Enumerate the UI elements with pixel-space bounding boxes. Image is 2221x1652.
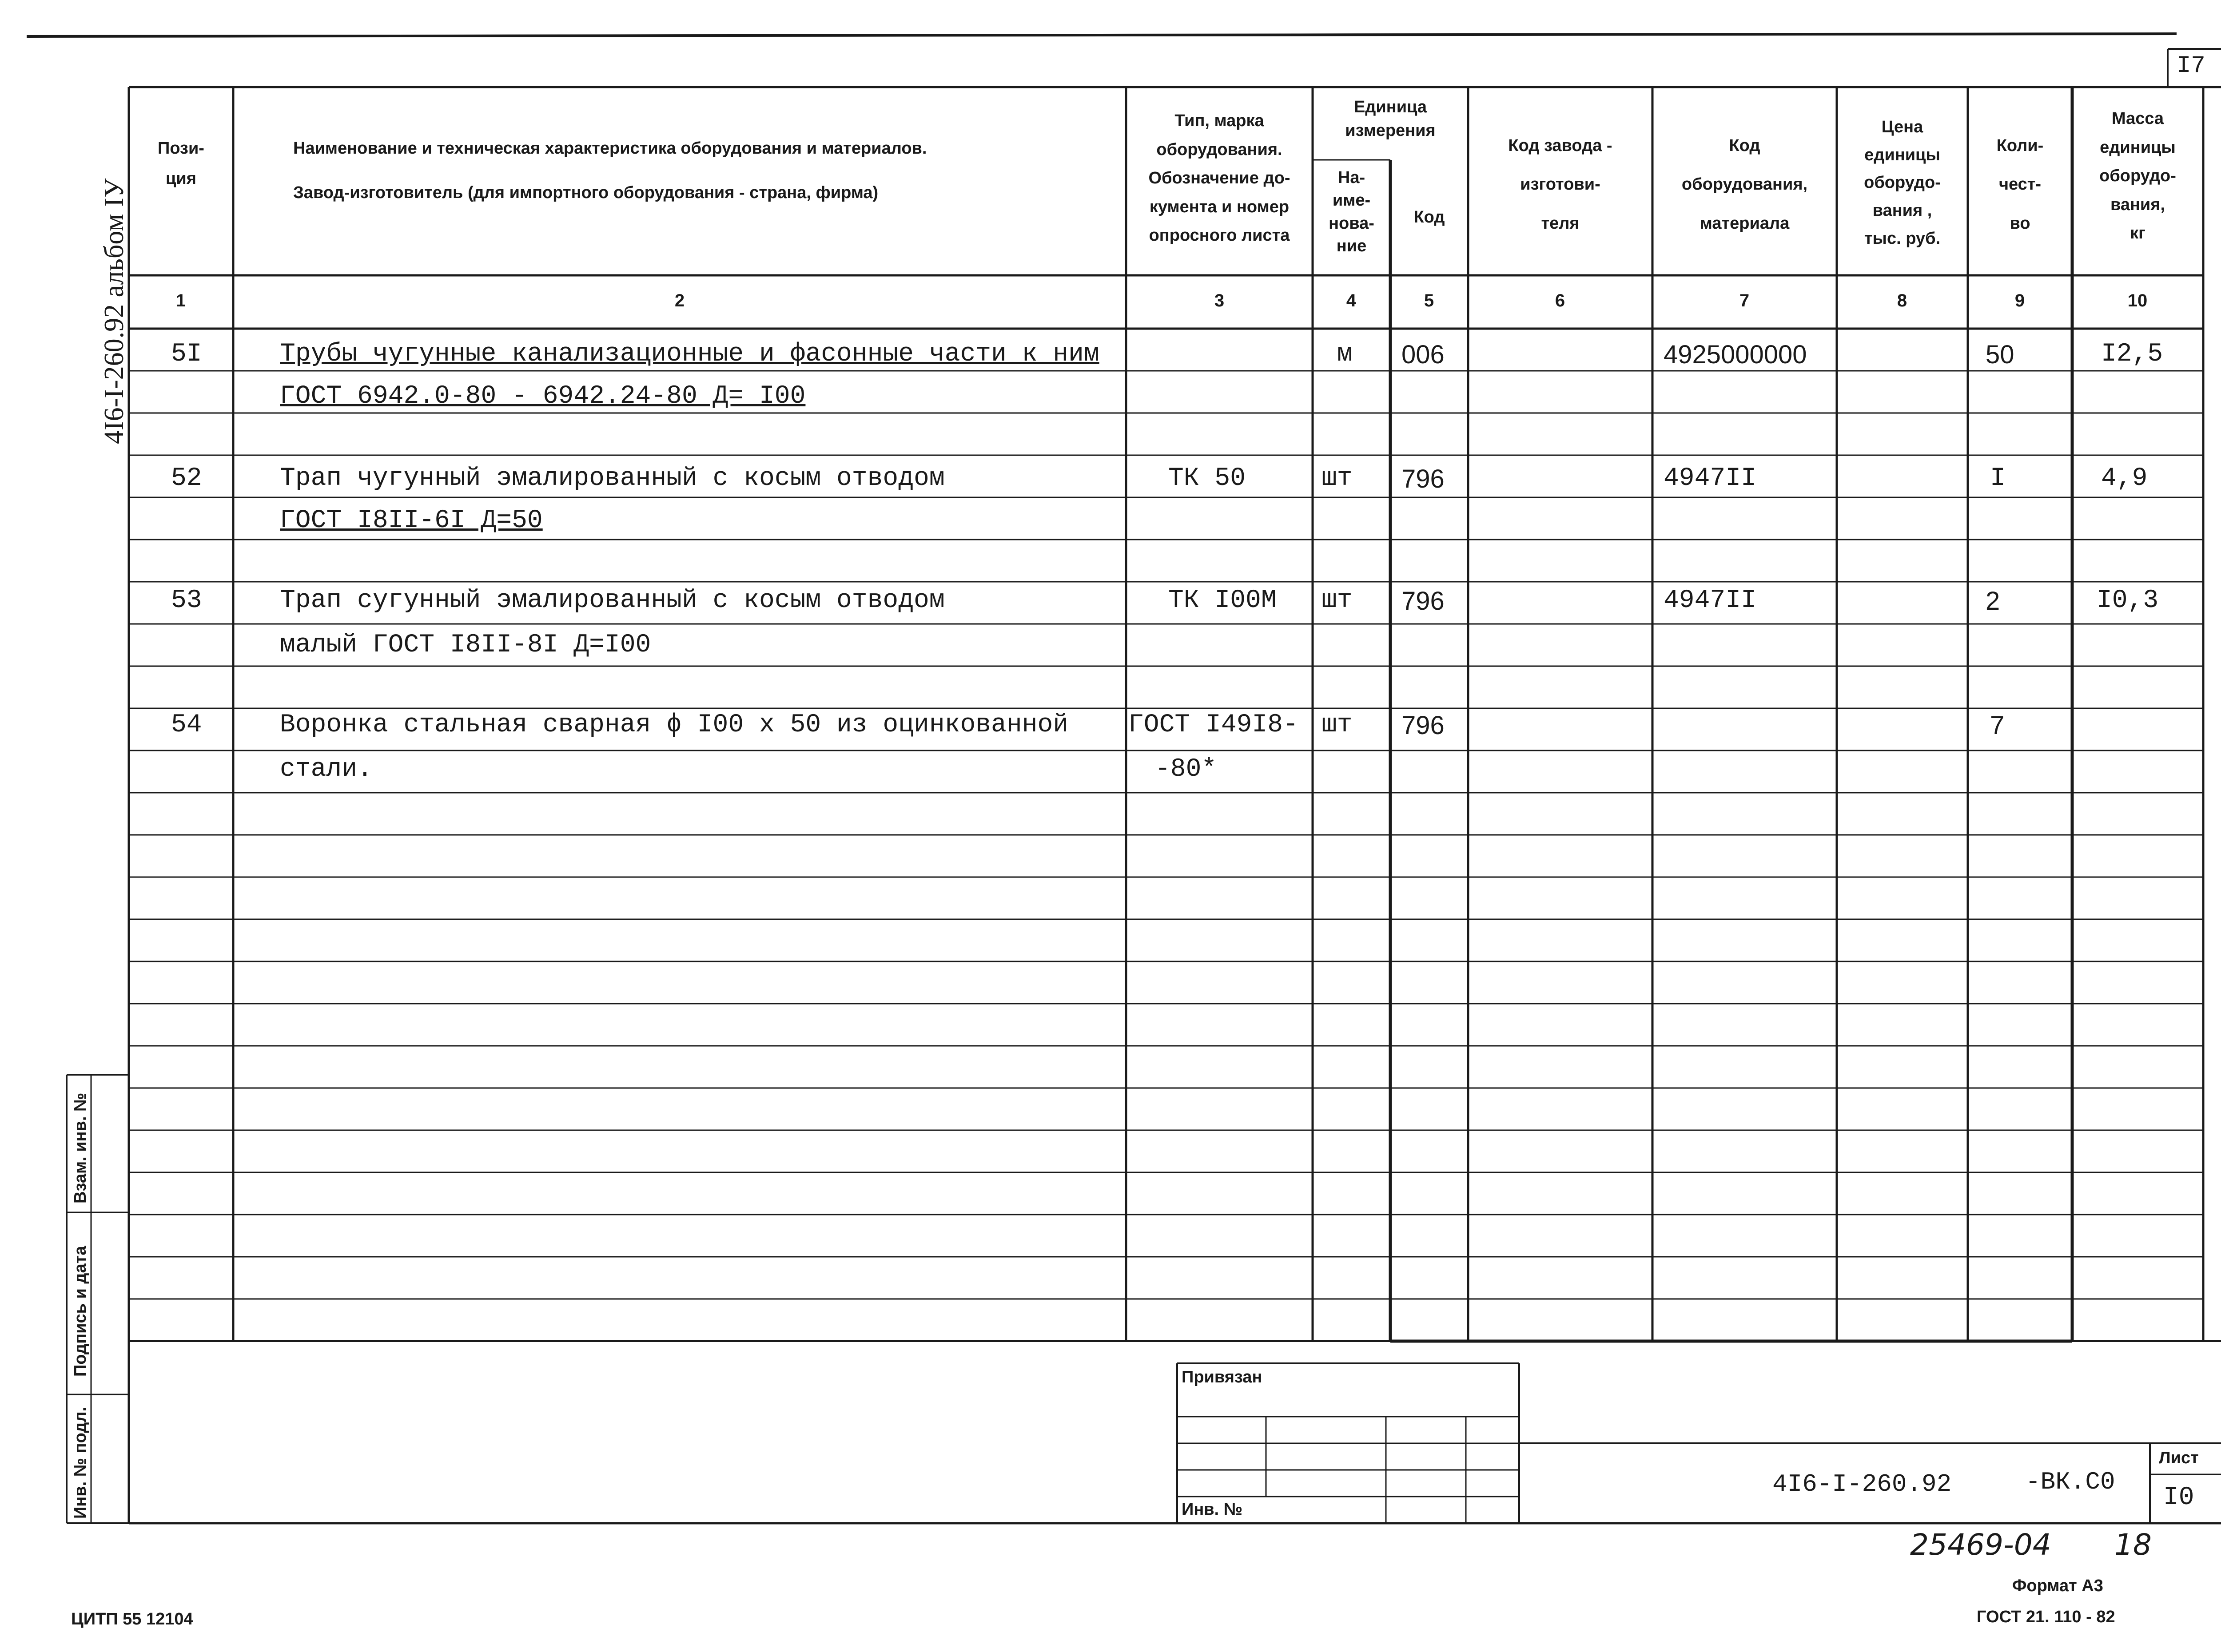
column-number: 7 [1739,291,1750,310]
header-unit-code: Код [1413,208,1445,226]
row-unit-code: 796 [1401,465,1445,493]
row-unit: шт [1321,711,1353,739]
column-number: 5 [1424,291,1434,310]
header-unit-name: На- име- нова- ние [1329,168,1374,255]
row-unit: шт [1321,464,1353,493]
row-position: 54 [171,711,202,739]
row-position: 52 [171,464,202,493]
header-type: Тип, марка оборудования. Обозначение до- кумента и номер опросного листа [1148,111,1290,245]
row-equipment-code: 4947II [1664,464,1756,493]
row-type: ТК I00М [1168,586,1277,615]
printer-label: ЦИТП 55 12104 [71,1610,193,1628]
row-quantity: 2 [1986,587,2000,616]
row-unit: м [1337,340,1353,369]
row-type: ТК 50 [1168,464,1246,493]
column-number: 3 [1214,291,1225,310]
header-plant-code: Код завода - изготови- теля [1508,136,1612,233]
header-equipment-code: Код оборудования, материала [1681,136,1808,233]
gost-label: ГОСТ 21. 110 - 82 [1977,1608,2115,1626]
row-equipment-code: 4947II [1664,586,1756,615]
row-name-line2: малый ГОСТ I8II-8I Д=I00 [280,631,651,659]
header-quantity: Коли- чест- во [1996,136,2044,233]
header-unit-group: Единица измерения [1345,98,1436,140]
title-block-inv-number: Инв. № [1182,1500,1243,1519]
sheet-label: Лист [2159,1449,2199,1467]
row-name-line1: Трап сугунный эмалированный с косым отводом [280,586,945,615]
row-position: 5I [171,340,202,369]
column-number: 4 [1346,291,1357,310]
stamp-inv-replacement: Взам. инв. № [71,1092,90,1203]
column-number: 9 [2014,291,2025,310]
row-name-line1: Трап чугунный эмалированный с косым отводом [280,464,945,493]
spine-label: 4I6-I-260.92 альбом IУ [99,178,129,444]
page-number: I7 [2177,52,2205,79]
row-unit-code: 006 [1401,340,1445,369]
sheet-number: I0 [2163,1483,2194,1512]
row-quantity: 50 [1986,340,2014,369]
format-label: Формат А3 [2012,1577,2103,1595]
title-block-privyazan: Привязан [1182,1368,1262,1386]
header-position: Пози- ция [158,139,204,188]
row-name-line2: стали. [280,755,373,784]
column-number: 1 [175,291,186,310]
row-name-line2: ГОСТ I8II-6I Д=50 [280,506,543,535]
row-unit-code: 796 [1401,711,1445,740]
row-name-line2: ГОСТ 6942.0-80 - 6942.24-80 Д= I00 [280,382,806,411]
document-suffix: -ВК.С0 [2026,1468,2115,1496]
header-name-line1: Наименование и техническая характеристика оборудования и материалов. [293,139,927,158]
row-name-line1: Трубы чугунные канализационные и фасонные части к ним [280,340,1099,369]
row-type: ГОСТ I49I8- [1128,711,1298,739]
row-quantity: I [1990,464,2006,493]
row-unit-code: 796 [1401,587,1445,616]
page-count: 18 [2114,1528,2152,1562]
document-number: 4I6-I-260.92 [1772,1470,1952,1498]
header-price: Цена единицы оборудо- вания , тыс. руб. [1864,118,1941,248]
stamp-signature-date: Подпись и дата [71,1246,90,1377]
column-number: 8 [1897,291,1907,310]
column-number: 10 [2127,291,2148,310]
column-number: 2 [674,291,685,310]
column-number: 6 [1555,291,1565,310]
archive-number: 25469-04 [1910,1528,2051,1562]
row-mass: 4,9 [2101,464,2148,493]
row-type-continued: -80* [1155,755,1217,784]
row-mass: I2,5 [2101,340,2163,369]
header-name-line2: Завод-изготовитель (для импортного оборудования - страна, фирма) [293,183,879,202]
stamp-inv-original: Инв. № подл. [71,1406,90,1519]
row-mass: I0,3 [2097,586,2159,615]
row-quantity: 7 [1990,711,2005,740]
header-mass: Масса единицы оборудо- вания, кг [2099,109,2176,243]
row-position: 53 [171,586,202,615]
row-name-line1: Воронка стальная сварная ɸ I00 x 50 из оцинкованной [280,711,1069,739]
row-equipment-code: 4925000000 [1664,340,1807,369]
row-unit: шт [1321,586,1353,615]
